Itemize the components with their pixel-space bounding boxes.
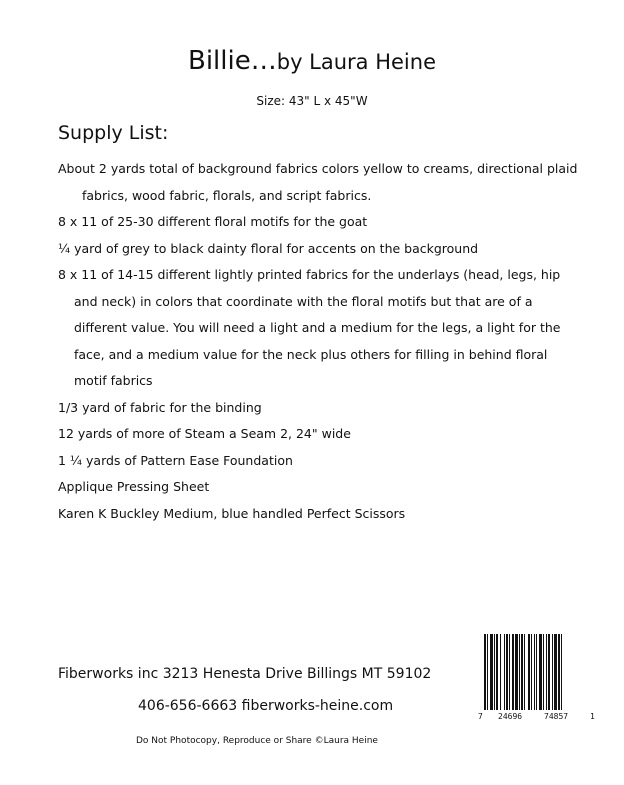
footer-address: Fiberworks inc 3213 Henesta Drive Billings MT 59102 <box>58 666 432 682</box>
list-item: 1/3 yard of fabric for the binding <box>58 399 262 415</box>
barcode-digit-right: 1 <box>590 712 595 721</box>
list-item: About 2 yards total of background fabrics colors yellow to creams, directional plaid fabrics, wood fabric, florals, and script fabrics. <box>58 161 578 203</box>
list-item: 8 x 11 of 14-15 different lightly printed fabrics for the underlays (head, legs, hip and neck) in colors that coordinate with the floral motifs but that are of a different value. You will need a light and a medium for the legs, a light for the face, and a medium value for the neck plus others for filling in behind floral motif fabrics <box>58 267 561 388</box>
list-item: 1 ¼ yards of Pattern Ease Foundation <box>58 452 293 468</box>
list-item: 8 x 11 of 25-30 different floral motifs for the goat <box>58 214 368 229</box>
title-author: by Laura Heine <box>276 50 436 74</box>
barcode <box>478 634 598 726</box>
barcode-digit-group-2: 74857 <box>544 712 569 721</box>
supply-list <box>58 156 578 527</box>
title-main: Billie… <box>188 46 277 76</box>
list-item: ¼ yard of grey to black dainty floral for accents on the background <box>58 240 479 256</box>
copyright-notice: Do Not Photocopy, Reproduce or Share ©Laura Heine <box>136 736 378 746</box>
supply-list-heading: Supply List: <box>58 122 169 144</box>
list-item: Applique Pressing Sheet <box>58 479 210 494</box>
barcode-digit-group-1: 24696 <box>498 712 523 721</box>
list-item: 12 yards of more of Steam a Seam 2, 24" wide <box>58 426 351 441</box>
footer-contact: 406-656-6663 fiberworks-heine.com <box>138 698 394 714</box>
list-item: Karen K Buckley Medium, blue handled Perfect Scissors <box>58 505 406 521</box>
quilt-size: Size: 43" L x 45"W <box>256 94 368 108</box>
barcode-bars-icon <box>478 634 598 714</box>
page-title <box>0 46 624 76</box>
barcode-digit-left: 7 <box>478 712 483 721</box>
